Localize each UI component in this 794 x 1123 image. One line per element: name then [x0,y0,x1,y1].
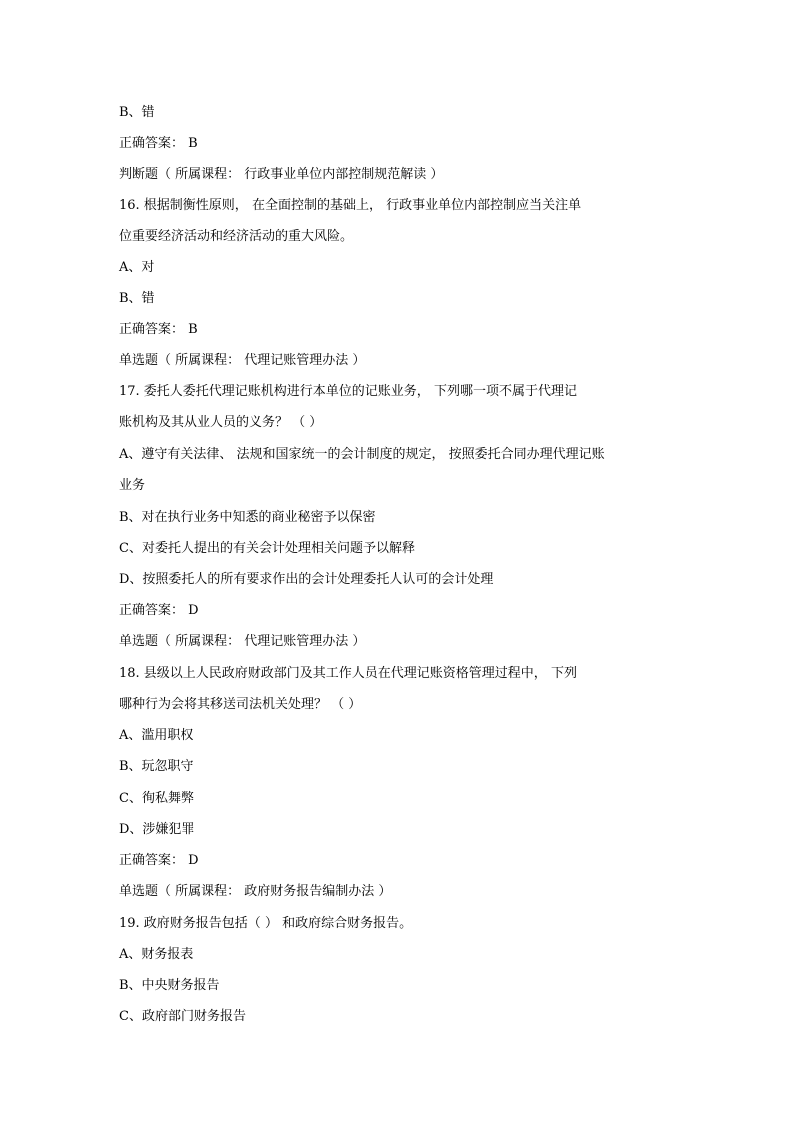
option-c-q18: C、徇私舞弊 [119,791,194,806]
option-d-q17: D、按照委托人的所有要求作出的会计处理委托人认可的会计处理 [119,572,494,587]
option-a-q17-line1: A、遵守有关法律、 法规和国家统一的会计制度的规定， 按照委托合同办理代理记账 [119,447,605,462]
question-text-q19: 19. 政府财务报告包括（ ） 和政府综合财务报告。 [119,916,413,931]
question-type-q19: 单选题（ 所属课程： 政府财务报告编制办法 ） [119,884,392,899]
question-type-q16: 判断题（ 所属课程： 行政事业单位内部控制规范解读 ） [119,167,444,182]
question-text-q17-line2: 账机构及其从业人员的义务？ （ ） [119,415,323,430]
option-b-q15: B、错 [119,105,155,120]
option-b-q18: B、玩忽职守 [119,759,194,774]
option-a-q16: A、对 [119,260,155,275]
answer-q18: 正确答案： D [119,853,199,868]
question-text-q18-line1: 18. 县级以上人民政府财政部门及其工作人员在代理记账资格管理过程中， 下列 [119,666,577,681]
option-a-q17-line2: 业务 [119,478,146,493]
answer-q15: 正确答案： B [119,136,198,151]
question-type-q17: 单选题（ 所属课程： 代理记账管理办法 ） [119,353,366,368]
answer-q17: 正确答案： D [119,603,199,618]
question-text-q16-line2: 位重要经济活动和经济活动的重大风险。 [119,229,354,244]
option-c-q17: C、对委托人提出的有关会计处理相关问题予以解释 [119,541,415,556]
answer-q16: 正确答案： B [119,322,198,337]
option-b-q19: B、中央财务报告 [119,978,220,993]
option-a-q19: A、财务报表 [119,947,194,962]
option-d-q18: D、涉嫌犯罪 [119,822,195,837]
option-b-q16: B、错 [119,291,155,306]
option-c-q19: C、政府部门财务报告 [119,1009,246,1024]
question-text-q17-line1: 17. 委托人委托代理记账机构进行本单位的记账业务， 下列哪一项不属于代理记 [119,384,577,399]
question-text-q18-line2: 哪种行为会将其移送司法机关处理？ （ ） [119,697,362,712]
question-text-q16-line1: 16. 根据制衡性原则， 在全面控制的基础上， 行政事业单位内部控制应当关注单 [119,198,582,213]
option-b-q17: B、对在执行业务中知悉的商业秘密予以保密 [119,510,376,525]
option-a-q18: A、滥用职权 [119,728,194,743]
question-type-q18: 单选题（ 所属课程： 代理记账管理办法 ） [119,634,366,649]
